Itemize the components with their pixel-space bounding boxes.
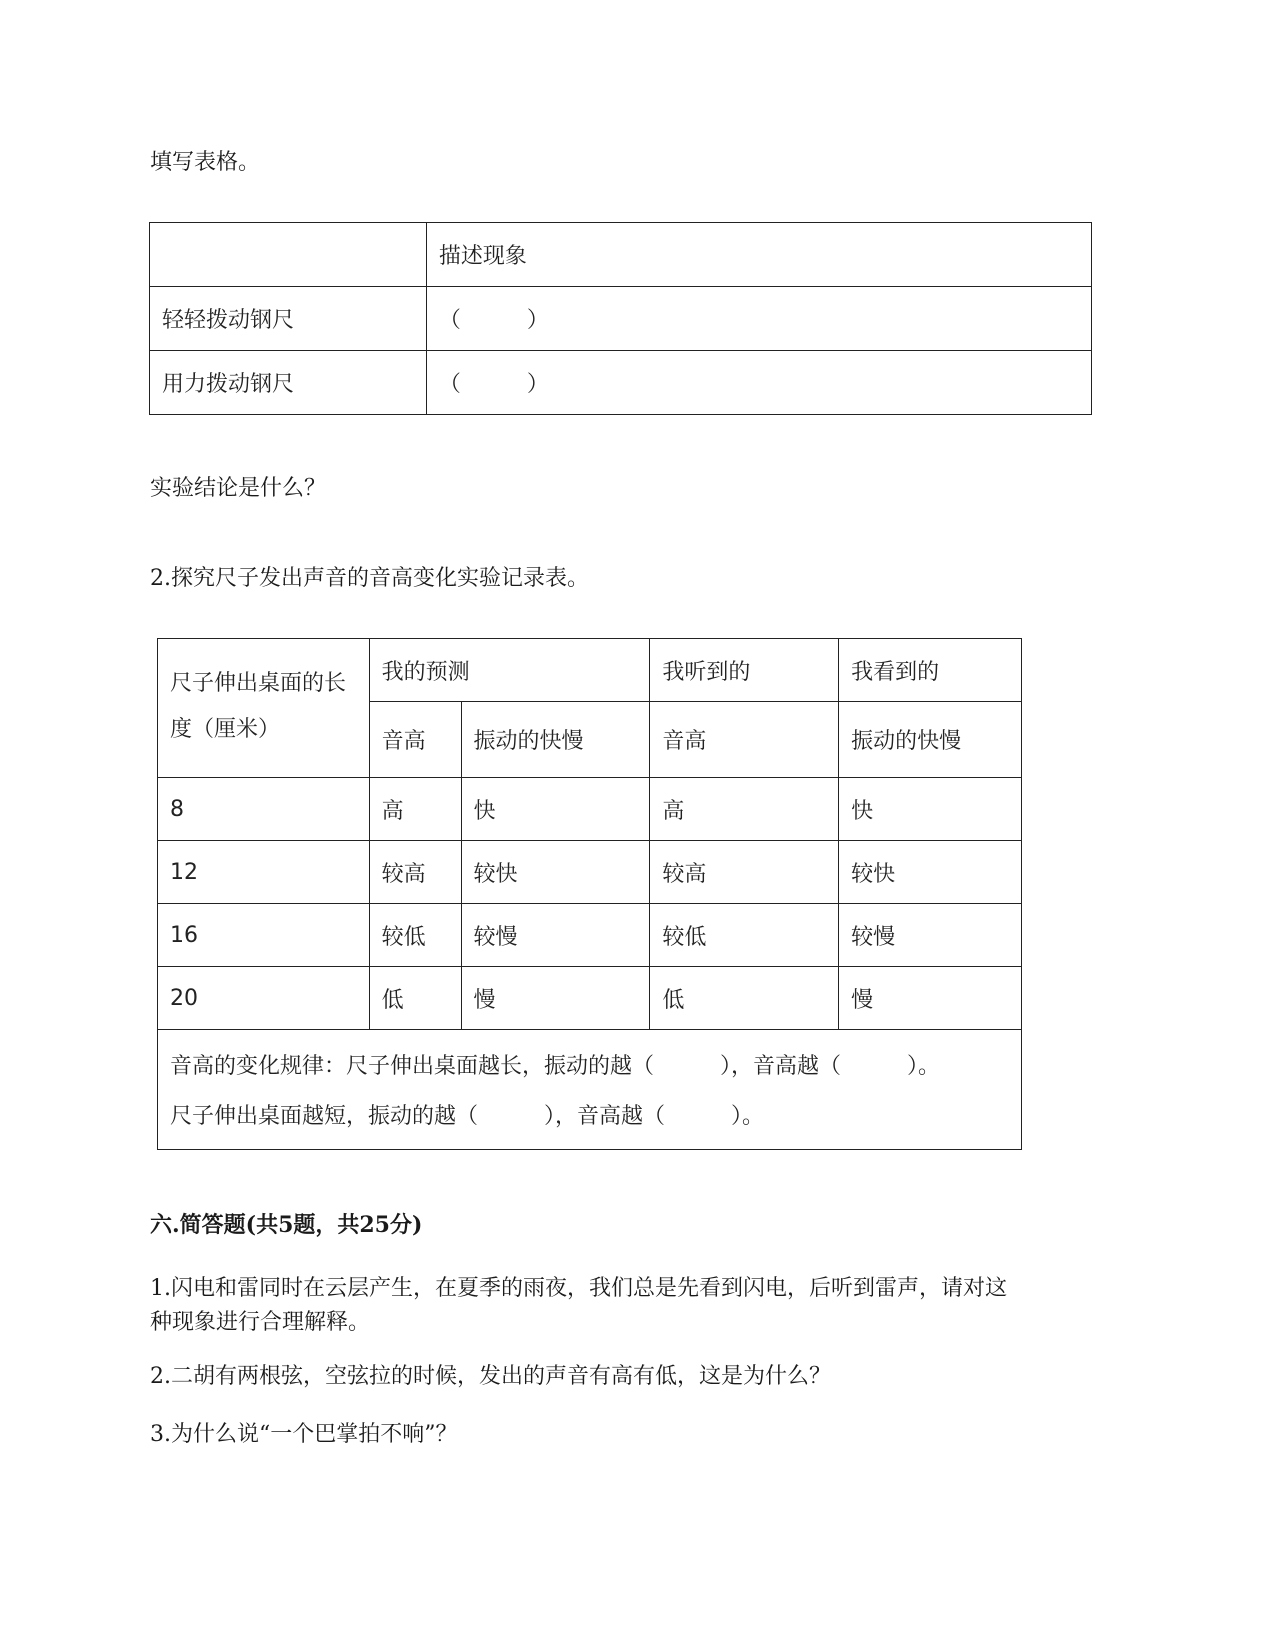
table-cell [150,223,427,287]
table-cell: 较快 [839,841,1022,904]
table-cell: 低 [369,967,461,1030]
table-cell: 较慢 [461,904,650,967]
question-2-title: 2.探究尺子发出声音的音高变化实验记录表。 [150,566,589,591]
sub-header: 音高 [369,702,461,778]
table-cell: 12 [158,841,370,904]
table-cell: 20 [158,967,370,1030]
sub-header: 音高 [650,702,839,778]
sub-header: 振动的快慢 [461,702,650,778]
table-cell: 较低 [369,904,461,967]
table-row [158,778,1022,841]
table-cell: 轻轻拨动钢尺 [150,287,427,351]
sub-header: 振动的快慢 [839,702,1022,778]
table-row [158,841,1022,904]
table-header-cell: 描述现象 [426,223,1091,287]
table-row [158,904,1022,967]
table-cell: 8 [158,778,370,841]
table-cell: 16 [158,904,370,967]
group-header-seen: 我看到的 [839,639,1022,702]
short-answer-q3: 3.为什么说“一个巴掌拍不响”？ [150,1422,458,1447]
table-cell: 高 [650,778,839,841]
answer-blank[interactable]: （ ） [426,287,1091,351]
short-answer-q1-line1: 1.闪电和雷同时在云层产生，在夏季的雨夜，我们总是先看到闪电，后听到雷声，请对这 [150,1276,1007,1301]
table-row [158,967,1022,1030]
table-cell: 快 [461,778,650,841]
table-row [158,1030,1022,1150]
table-cell: 快 [839,778,1022,841]
table-cell: 低 [650,967,839,1030]
pitch-rule-line-2: 尺子伸出桌面越短，振动的越（ ），音高越（ ）。 [170,1103,765,1129]
table-row [150,287,1092,351]
short-answer-q1-line2: 种现象进行合理解释。 [150,1310,371,1335]
pitch-rule-line-1: 音高的变化规律：尺子伸出桌面越长，振动的越（ ），音高越（ ）。 [170,1053,941,1079]
fill-table-instruction: 填写表格。 [150,150,261,175]
table-row [150,351,1092,415]
table-cell: 较快 [461,841,650,904]
table-cell: 较高 [369,841,461,904]
pitch-rule-cell[interactable] [158,1030,1022,1150]
pitch-record-table [157,638,1022,1150]
group-header-heard: 我听到的 [650,639,839,702]
table-row [150,223,1092,287]
table-row [158,639,1022,702]
table-cell: 慢 [839,967,1022,1030]
table-cell: 较慢 [839,904,1022,967]
table-cell: 较高 [650,841,839,904]
table-cell: 慢 [461,967,650,1030]
length-header: 尺子伸出桌面的长度（厘米） [158,639,370,778]
phenomenon-table [149,222,1092,415]
short-answer-q2: 2.二胡有两根弦，空弦拉的时候，发出的声音有高有低，这是为什么？ [150,1364,831,1389]
table-cell: 较低 [650,904,839,967]
table-cell: 高 [369,778,461,841]
answer-blank[interactable]: （ ） [426,351,1091,415]
table-cell: 用力拨动钢尺 [150,351,427,415]
section-6-title: 六.简答题(共5题，共25分) [150,1212,423,1238]
conclusion-question: 实验结论是什么？ [150,476,327,501]
group-header-prediction: 我的预测 [369,639,650,702]
